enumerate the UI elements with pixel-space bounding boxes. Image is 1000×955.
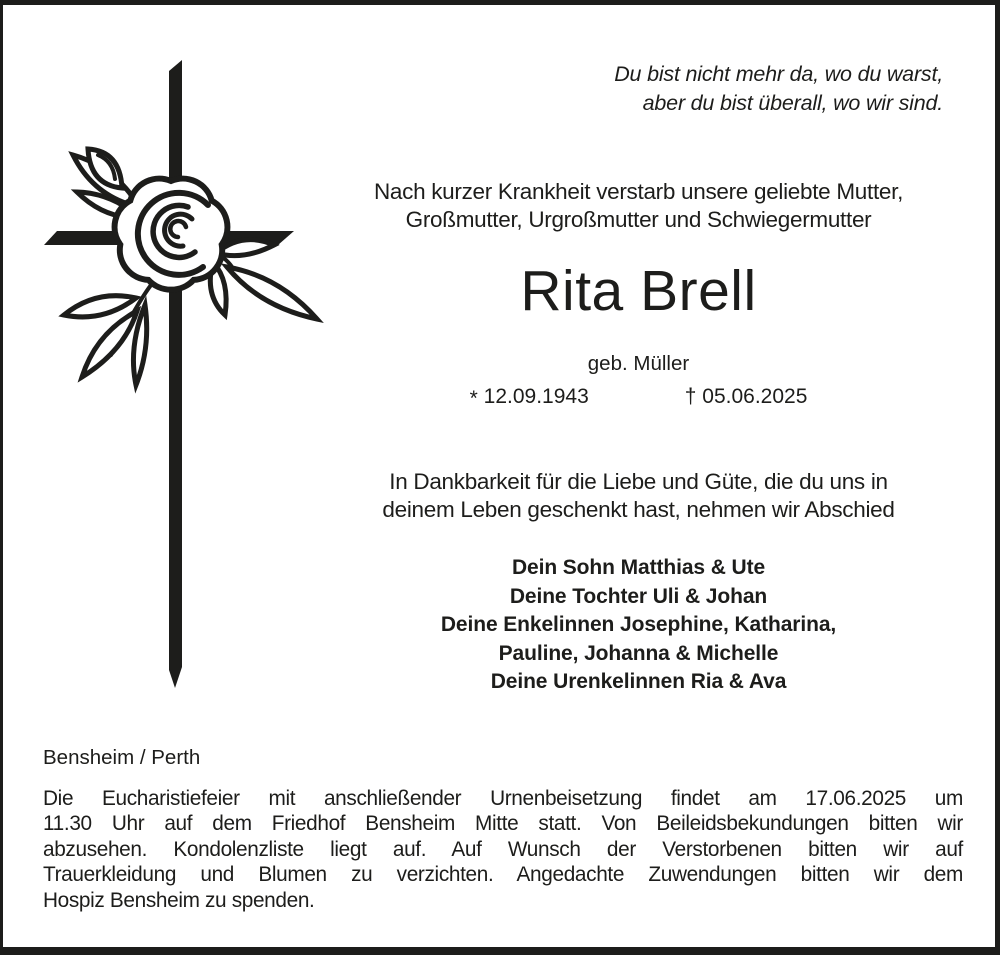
funeral-info-paragraph xyxy=(43,786,963,913)
cross-rose-svg xyxy=(36,55,326,695)
funeral-info-line: Die Eucharistiefeier mit anschließender Urnenbeisetzung findet am 17.06.2025 um xyxy=(43,787,963,810)
leaf-right-3 xyxy=(227,267,317,319)
rose-and-leaves xyxy=(64,149,317,385)
gratitude-text xyxy=(331,468,946,523)
memorial-quote xyxy=(614,60,943,118)
leaf-lower-left-1 xyxy=(64,296,136,317)
mourner-line: Deine Enkelinnen Josephine, Katharina, xyxy=(440,613,837,636)
funeral-info-line: Hospiz Bensheim zu spenden. xyxy=(43,888,315,912)
mourner-line: Deine Tochter Uli & Johan xyxy=(509,584,768,608)
maiden-name: geb. Müller xyxy=(587,352,690,375)
death-date: † 05.06.2025 xyxy=(684,385,808,408)
leaf-lower-left-2 xyxy=(82,311,137,377)
intro-text xyxy=(331,178,946,233)
cross-rose-illustration xyxy=(36,55,326,695)
born-symbol: * xyxy=(469,387,478,410)
funeral-info-line: Trauerkleidung und Blumen zu verzichten. Angedachte Zuwendungen bitten wir dem xyxy=(43,863,963,887)
life-dates xyxy=(331,385,946,409)
died-cross-symbol: † xyxy=(684,385,697,408)
mourner-line: Deine Urenkelinnen Ria & Ava xyxy=(490,670,787,693)
intro-line-1: Nach kurzer Krankheit verstarb unsere geliebte Mutter, xyxy=(373,179,904,204)
gratitude-line-2: deinem Leben geschenkt hast, nehmen wir Abschied xyxy=(382,496,895,522)
funeral-info-line: abzusehen. Kondolenzliste liegt auf. Auf Wunsch der Verstorbenen bitten wir auf xyxy=(43,837,963,861)
funeral-info-line: 11.30 Uhr auf dem Friedhof Bensheim Mitte statt. Von Beileidsbekundungen bitten wir xyxy=(43,812,963,836)
quote-line-1: Du bist nicht mehr da, wo du warst, xyxy=(614,62,943,86)
gratitude-line-1: In Dankbarkeit für die Liebe und Güte, die du uns in xyxy=(389,469,888,494)
intro-line-2: Großmutter, Urgroßmutter und Schwiegermutter xyxy=(405,206,872,232)
mourner-line: Pauline, Johanna & Michelle xyxy=(498,641,779,665)
mourner-line: Dein Sohn Matthias & Ute xyxy=(511,556,766,579)
cross-vertical-beam xyxy=(169,60,182,688)
birth-date: * 12.09.1943 xyxy=(469,385,589,410)
location-text: Bensheim / Perth xyxy=(43,746,201,769)
quote-line-2: aber du bist überall, wo wir sind. xyxy=(642,91,943,115)
deceased-name: Rita Brell xyxy=(520,259,757,323)
mourners-list xyxy=(331,554,946,697)
